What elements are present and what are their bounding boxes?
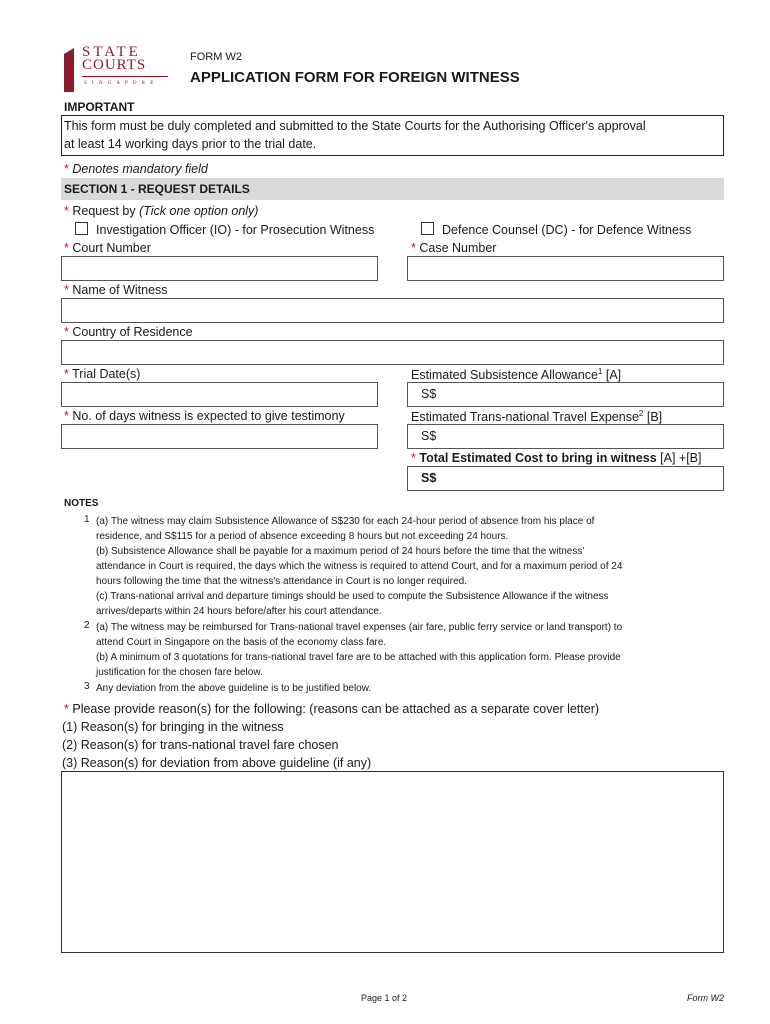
court-number-input[interactable] xyxy=(61,256,378,281)
asterisk: * xyxy=(64,283,69,297)
option-dc[interactable] xyxy=(421,222,691,237)
asterisk: * xyxy=(411,451,416,465)
subsistence-suffix: [A] xyxy=(605,368,622,383)
days-label xyxy=(64,409,345,423)
total-text: Total Estimated Cost to bring in witness xyxy=(419,451,657,465)
dc-checkbox[interactable] xyxy=(421,222,434,235)
mandatory-note-text: Denotes mandatory field xyxy=(72,162,208,176)
io-checkbox[interactable] xyxy=(75,222,88,235)
reason-1: (1) Reason(s) for bringing in the witness xyxy=(62,720,284,734)
important-heading: IMPORTANT xyxy=(64,100,135,114)
subsistence-text: Estimated Subsistence Allowance xyxy=(411,368,598,383)
page-title: APPLICATION FORM FOR FOREIGN WITNESS xyxy=(190,69,520,86)
witness-name-label xyxy=(64,283,168,297)
logo-text-courts: COURTS xyxy=(82,57,147,73)
total-input[interactable] xyxy=(407,466,724,491)
note-line: justification for the chosen fare below. xyxy=(96,667,263,678)
travel-footnote: 2 xyxy=(638,409,644,418)
note-1-number: 1 xyxy=(84,514,90,525)
section-1-header xyxy=(61,178,724,200)
option-io[interactable] xyxy=(75,222,374,237)
total-currency: S$ xyxy=(421,471,437,485)
option-dc-label: Defence Counsel (DC) - for Defence Witness xyxy=(442,223,692,237)
important-notice xyxy=(61,115,724,156)
travel-suffix: [B] xyxy=(646,410,663,425)
total-label xyxy=(411,451,701,465)
request-by-text: Request by xyxy=(72,204,136,218)
note-line: hours following the time that the witness's attendance in Court is no longer required. xyxy=(96,576,468,587)
note-2-number: 2 xyxy=(84,620,90,631)
trial-dates-label xyxy=(64,367,140,381)
case-number-label xyxy=(411,241,496,255)
subsistence-label xyxy=(411,367,621,382)
reasons-textarea[interactable] xyxy=(61,771,724,953)
asterisk: * xyxy=(64,204,69,218)
reason-3: (3) Reason(s) for deviation from above guideline (if any) xyxy=(62,756,372,770)
travel-input[interactable] xyxy=(407,424,724,449)
mandatory-note xyxy=(64,162,208,176)
case-number-text: Case Number xyxy=(419,241,497,255)
travel-label xyxy=(411,409,662,424)
total-suffix: [A] +[B] xyxy=(660,451,702,465)
country-input[interactable] xyxy=(61,340,724,365)
note-line: arrives/departs within 24 hours before/after his court attendance. xyxy=(96,606,382,617)
reasons-intro-text: Please provide reason(s) for the following: (reasons can be attached as a separate cover letter) xyxy=(72,702,600,716)
subsistence-footnote: 1 xyxy=(597,367,603,376)
section-1-title: SECTION 1 - REQUEST DETAILS xyxy=(64,182,250,196)
form-code: FORM W2 xyxy=(190,51,242,63)
country-text: Country of Residence xyxy=(72,325,193,339)
logo-text-state: STATE xyxy=(82,44,141,60)
note-line: (b) Subsistence Allowance shall be payable for a maximum period of 24 hours before the time that the witness' xyxy=(96,546,585,557)
request-by-hint: (Tick one option only) xyxy=(139,204,259,218)
travel-text: Estimated Trans-national Travel Expense xyxy=(411,410,639,425)
travel-currency: S$ xyxy=(421,429,437,443)
trial-dates-input[interactable] xyxy=(61,382,378,407)
logo-divider xyxy=(82,76,168,77)
subsistence-input[interactable] xyxy=(407,382,724,407)
note-3-number: 3 xyxy=(84,681,90,692)
note-line: Any deviation from the above guideline is to be justified below. xyxy=(96,683,372,694)
state-courts-logo xyxy=(62,44,174,94)
court-number-label xyxy=(64,241,151,255)
subsistence-currency: S$ xyxy=(421,387,437,401)
asterisk: * xyxy=(64,409,69,423)
asterisk: * xyxy=(64,367,69,381)
note-line: (a) The witness may be reimbursed for Trans-national travel expenses (air fare, public ferry service or land transport) to xyxy=(96,622,623,633)
page-number: Page 1 of 2 xyxy=(361,993,408,1003)
note-line: (b) A minimum of 3 quotations for trans-national travel fare are to be attached with this application form. Please provide xyxy=(96,652,621,663)
witness-name-input[interactable] xyxy=(61,298,724,323)
case-number-input[interactable] xyxy=(407,256,724,281)
trial-dates-text: Trial Date(s) xyxy=(72,367,141,381)
days-input[interactable] xyxy=(61,424,378,449)
note-line: (a) The witness may claim Subsistence Allowance of S$230 for each 24-hour period of absence from his place of xyxy=(96,516,595,527)
note-line: residence, and S$115 for a period of absence exceeding 8 hours but not exceeding 24 hours. xyxy=(96,531,509,542)
logo-text-singapore: S I N G A P O R E xyxy=(84,81,156,86)
witness-name-text: Name of Witness xyxy=(72,283,168,297)
important-line-1: This form must be duly completed and submitted to the State Courts for the Authorising Officer's approval xyxy=(64,119,646,133)
reason-2: (2) Reason(s) for trans-national travel fare chosen xyxy=(62,738,339,752)
request-by-label xyxy=(64,204,258,218)
option-io-label: Investigation Officer (IO) - for Prosecution Witness xyxy=(96,223,375,237)
note-line: (c) Trans-national arrival and departure timings should be used to compute the Subsistence Allowance if the witness xyxy=(96,591,609,602)
footer-form-code: Form W2 xyxy=(687,993,724,1003)
days-text: No. of days witness is expected to give testimony xyxy=(72,409,345,423)
logo-pillar-icon xyxy=(62,48,76,92)
notes-heading: NOTES xyxy=(64,498,99,509)
reasons-intro xyxy=(64,702,599,716)
asterisk: * xyxy=(64,702,69,716)
note-line: attendance in Court is required, the days which the witness is required to attend Court, and for a maximum period of 24 xyxy=(96,561,623,572)
asterisk: * xyxy=(411,241,416,255)
asterisk: * xyxy=(64,325,69,339)
note-line: attend Court in Singapore on the basis of the economy class fare. xyxy=(96,637,387,648)
court-number-text: Court Number xyxy=(72,241,151,255)
asterisk: * xyxy=(64,162,69,176)
important-line-2: at least 14 working days prior to the trial date. xyxy=(64,137,317,151)
country-label xyxy=(64,325,193,339)
asterisk: * xyxy=(64,241,69,255)
